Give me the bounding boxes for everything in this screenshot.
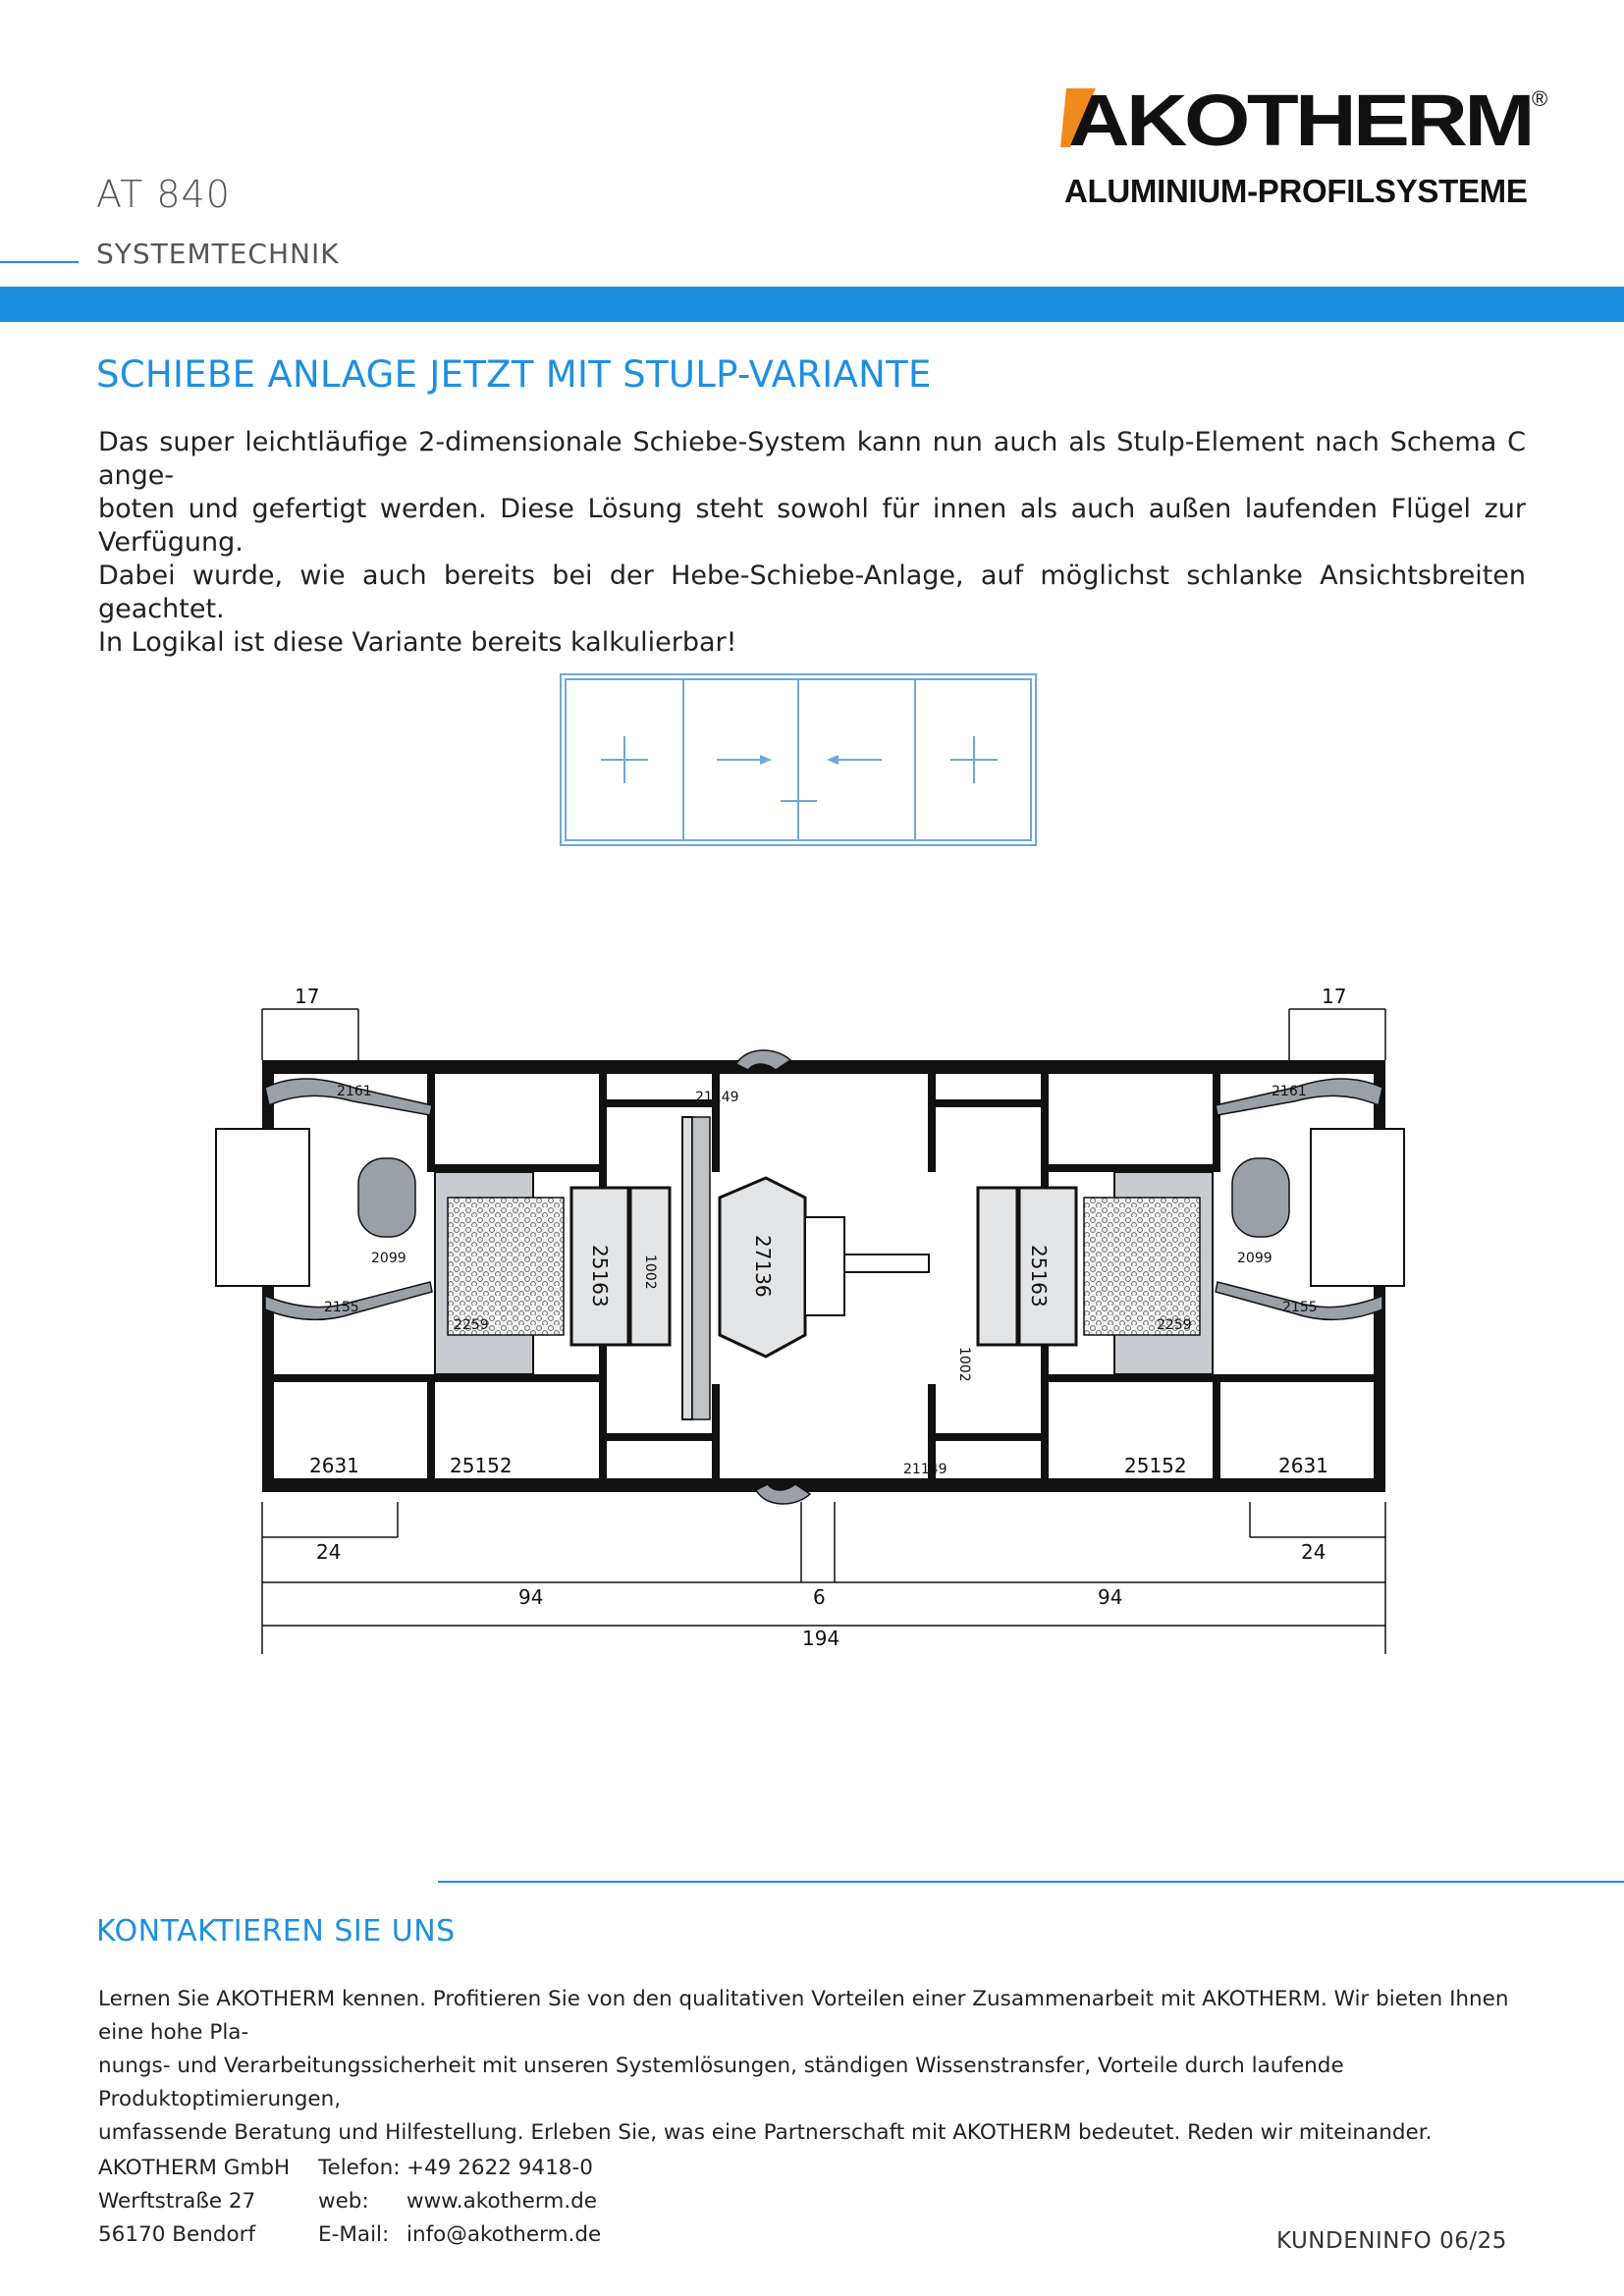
centre-glass-stack	[682, 1117, 710, 1419]
paragraph-line: Lernen Sie AKOTHERM kennen. Profitieren Sie von den qualitativen Vorteilen einer Zusammenarbeit mit AKOTHERM. Wir bieten Ihnen eine hohe Pla-	[98, 1987, 1509, 2045]
contact-rule	[438, 1881, 1624, 1883]
contact-values	[406, 2152, 601, 2252]
dim-right-span: 94	[1098, 1585, 1123, 1609]
dim-center-gap: 6	[813, 1585, 826, 1609]
paragraph-line: Dabei wurde, wie auch bereits bei der Hebe-Schiebe-Anlage, auf möglichst schlanke Ansichtsbreiten geachtet.	[98, 561, 1526, 624]
pn-seal-bottom: 21149	[903, 1462, 947, 1477]
product-code: AT 840	[96, 173, 231, 216]
pn-block-right: 2099	[1237, 1251, 1272, 1266]
company-address	[98, 2152, 290, 2252]
fixed-cross-left	[601, 736, 648, 783]
pn-gasket-bottom-right: 2155	[1282, 1300, 1318, 1315]
pn-sash-right: 25163	[1027, 1245, 1051, 1308]
contact-title: KONTAKTIEREN SIE UNS	[96, 1914, 456, 1949]
pn-mullion: 27136	[751, 1235, 775, 1298]
sash-profile-right	[978, 1188, 1076, 1345]
company-name: AKOTHERM GmbH	[98, 2156, 291, 2180]
issue-label: KUNDENINFO 06/25	[1276, 2228, 1507, 2254]
arrow-right	[717, 755, 772, 765]
contact-paragraph	[98, 1983, 1526, 2150]
paragraph-line: umfassende Beratung und Hilfestellung. Erleben Sie, was eine Partnerschaft mit AKOTHERM bedeutet. Reden wir miteinander.	[98, 2120, 1433, 2145]
dim-total: 194	[802, 1627, 840, 1650]
pn-profile-right: 25152	[1124, 1454, 1187, 1477]
mullion-profile	[720, 1178, 929, 1357]
dim-top-left: 17	[295, 985, 320, 1008]
pn-frame-left: 2631	[309, 1454, 359, 1477]
pn-gasket-top-left: 2161	[337, 1084, 372, 1099]
website-link[interactable]: www.akotherm.de	[406, 2189, 598, 2214]
sliding-schema-diagram	[560, 673, 1037, 846]
pn-seal-top: 21149	[695, 1090, 739, 1105]
article-paragraph	[98, 426, 1526, 660]
pn-gasket-top-right: 2161	[1272, 1084, 1307, 1099]
header-rule	[0, 261, 79, 263]
logo-wordmark: AKOTHERM	[1068, 82, 1532, 161]
paragraph-line: nungs- und Verarbeitungssicherheit mit unseren Systemlösungen, ständigen Wissenstransfer, Vorteile durch laufende Produktoptimierungen,	[98, 2054, 1344, 2111]
pn-insulation-left: 2259	[454, 1317, 489, 1333]
pn-frame-right: 2631	[1278, 1454, 1328, 1477]
logo-registered-mark: ®	[1532, 86, 1548, 111]
pn-profile-left: 25152	[450, 1454, 513, 1477]
profile-section-drawing	[206, 972, 1414, 1659]
dim-left-span: 94	[518, 1585, 544, 1609]
insulation-right	[1084, 1172, 1213, 1374]
blue-band	[0, 287, 1624, 322]
logo-tagline: ALUMINIUM-PROFILSYSTEME	[1064, 173, 1528, 209]
paragraph-line: In Logikal ist diese Variante bereits kalkulierbar!	[98, 627, 737, 658]
contact-labels	[318, 2152, 401, 2252]
company-city: 56170 Bendorf	[98, 2222, 256, 2247]
company-street: Werftstraße 27	[98, 2189, 256, 2214]
pn-clip-right: 1002	[956, 1347, 972, 1382]
series-label: SYSTEMTECHNIK	[96, 238, 340, 270]
email-link[interactable]: info@akotherm.de	[406, 2222, 602, 2247]
label-email: E-Mail:	[318, 2222, 390, 2247]
article-headline: SCHIEBE ANLAGE JETZT MIT STULP-VARIANTE	[96, 353, 932, 396]
dim-bottom-left: 24	[316, 1540, 342, 1564]
pn-insulation-right: 2259	[1157, 1317, 1192, 1333]
dim-top-right: 17	[1322, 985, 1347, 1008]
pn-gasket-bottom-left: 2155	[324, 1300, 359, 1315]
pn-clip-left: 1002	[642, 1255, 658, 1290]
arrow-left	[827, 755, 882, 765]
insulation-left	[435, 1172, 564, 1374]
label-web: web:	[318, 2189, 369, 2214]
phone-number: +49 2622 9418-0	[406, 2156, 593, 2180]
pn-block-left: 2099	[371, 1251, 406, 1266]
dim-bottom-right: 24	[1301, 1540, 1326, 1564]
dimension-lines-top	[262, 1009, 1385, 1060]
fixed-cross-right	[950, 736, 998, 783]
paragraph-line: Das super leichtläufige 2-dimensionale Schiebe-System kann nun auch als Stulp-Element nach Schema C ange-	[98, 427, 1526, 491]
paragraph-line: boten und gefertigt werden. Diese Lösung steht sowohl für innen als auch außen laufenden Flügel zur Verfügung.	[98, 494, 1526, 558]
label-phone: Telefon:	[318, 2156, 401, 2180]
pn-sash-left: 25163	[588, 1245, 612, 1308]
